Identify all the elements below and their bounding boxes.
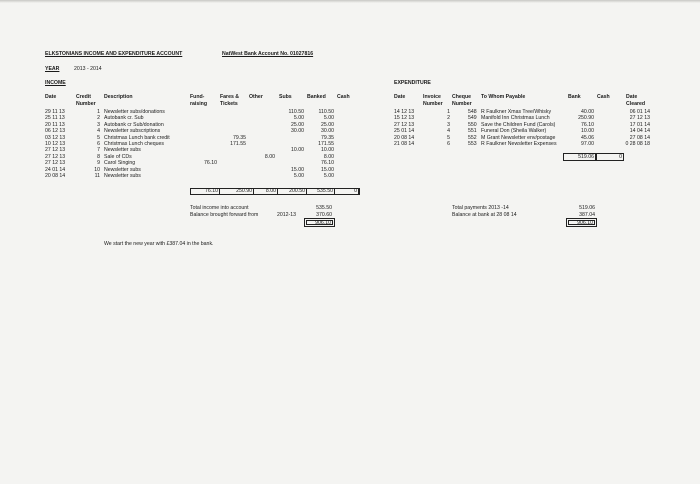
income-date: 06 12 13 (45, 128, 66, 135)
income-fundraising: 76.10 (204, 160, 217, 167)
income-banked: 5.00 (323, 115, 334, 122)
income-description: Christmas Lunch cheques (104, 141, 164, 147)
income-banked: 110.50 (318, 109, 334, 115)
income-banked: 30.00 (321, 128, 334, 135)
exp-bank: 40.00 (581, 109, 594, 115)
income-header-fundraising: Fund- raising (190, 94, 208, 107)
income-banked: 25.00 (321, 121, 334, 128)
exp-cheque-number: 549 (468, 115, 477, 122)
exp-date-cleared: 0 28 08 18 (625, 141, 650, 147)
exp-invoice-number: 3 (447, 121, 450, 128)
total-payments-value: 519.06 (579, 205, 595, 211)
income-total-banked: 535.50 (307, 189, 335, 194)
exp-payee: M Grant Newsletter env/postage (481, 134, 556, 141)
exp-date: 20 08 14 (394, 134, 415, 141)
income-fares: 171.55 (230, 141, 246, 147)
exp-date: 15 12 13 (394, 115, 415, 122)
income-total-cash: 0 (335, 189, 359, 194)
exp-date: 21 08 14 (394, 141, 415, 147)
income-credit-number: 1 (97, 109, 100, 115)
income-header-date: Date (45, 94, 57, 100)
expenditure-title: EXPENDITURE (394, 80, 431, 86)
income-header-credit: Credit Number (76, 94, 96, 107)
exp-date: 25 01 14 (394, 128, 415, 135)
balance-brought-value: 370.60 (316, 212, 332, 218)
income-credit-number: 10 (94, 166, 100, 173)
income-credit-number: 5 (97, 134, 100, 141)
income-description: Newsletter subs (104, 147, 141, 154)
income-description: Carol Singing (104, 160, 136, 167)
income-header-description: Description (104, 94, 133, 100)
exp-payee: Manifold Inn Christmas Lunch (481, 115, 550, 122)
exp-invoice-number: 6 (447, 141, 450, 147)
income-totals-row (190, 188, 360, 195)
exp-bank: 97.00 (581, 141, 594, 147)
income-grand-total: 906.10 (306, 220, 333, 225)
income-credit-number: 7 (97, 147, 100, 154)
income-fares: 79.35 (233, 134, 246, 141)
exp-date-cleared: 27 12 13 (629, 115, 650, 122)
exp-date-cleared: 06 01 14 (629, 109, 650, 115)
exp-payee: R Faulkner Newsletter Expenses (481, 141, 557, 147)
income-description: Newsletter subs (104, 173, 141, 179)
exp-cheque-number: 553 (468, 141, 477, 147)
scan-edge (0, 0, 700, 3)
exp-bank: 250.90 (578, 115, 594, 122)
footnote: We start the new year with £387.04 in the bank. (104, 241, 214, 247)
income-description: Autobank cr Sub/donation (104, 121, 164, 128)
income-subs: 25.00 (291, 121, 304, 128)
income-credit-number: 6 (97, 141, 100, 147)
income-banked: 76.10 (321, 160, 334, 167)
income-date: 24 01 14 (45, 166, 66, 173)
exp-cheque-number: 551 (468, 128, 477, 135)
document-title: ELKSTONIANS INCOME AND EXPENDITURE ACCOUNT (45, 51, 183, 57)
exp-header-payee: To Whom Payable (481, 94, 526, 100)
income-description: Newsletter subscriptions (104, 128, 161, 135)
income-date: 29 11 13 (45, 109, 65, 115)
income-credit-number: 11 (94, 173, 100, 179)
income-subs: 30.00 (291, 128, 304, 135)
exp-cheque-number: 552 (468, 134, 477, 141)
income-credit-number: 4 (97, 128, 100, 135)
income-date: 20 08 14 (45, 173, 66, 179)
income-credit-number: 8 (97, 153, 100, 160)
income-banked: 5.00 (323, 173, 334, 179)
income-date: 10 12 13 (45, 141, 66, 147)
year-value: 2013 - 2014 (74, 66, 102, 72)
income-description: Sale of CDs (104, 153, 132, 160)
exp-date-cleared: 14 04 14 (629, 128, 650, 135)
bank-account: NatWest Bank Account No. 01027816 (222, 51, 314, 57)
exp-bank: 45.06 (581, 134, 594, 141)
income-date: 20 11 13 (45, 121, 65, 128)
exp-invoice-number: 1 (447, 109, 450, 115)
exp-bank: 10.00 (581, 128, 594, 135)
income-header-subs: Subs (279, 94, 292, 100)
exp-header-date-cleared: Date Cleared (626, 94, 646, 107)
income-banked: 79.35 (321, 134, 334, 141)
exp-payee: Funeral Don (Sheila Walker) (481, 128, 547, 135)
exp-payee: Save the Children Fund (Carols) (481, 121, 556, 128)
balance-brought-label: Balance brought forward from (190, 212, 259, 218)
income-banked: 15.00 (321, 166, 334, 173)
exp-invoice-number: 5 (447, 134, 450, 141)
income-other: 8.00 (264, 153, 275, 160)
income-credit-number: 9 (97, 160, 100, 167)
income-subs: 5.00 (293, 173, 304, 179)
income-date: 25 11 13 (45, 115, 65, 122)
income-subs: 10.00 (291, 147, 304, 154)
total-income-value: 535.50 (316, 205, 332, 211)
income-header-other: Other (249, 94, 263, 100)
balance-brought-year: 2012-13 (277, 212, 297, 218)
exp-grand-total: 906.10 (568, 220, 595, 225)
exp-cheque-number: 548 (468, 109, 477, 115)
exp-bank: 76.10 (581, 121, 594, 128)
exp-date-cleared: 17 01 14 (629, 121, 650, 128)
income-description: Christmas Lunch bank credit (104, 134, 170, 141)
income-total-fares: 250.90 (220, 189, 254, 194)
exp-header-bank: Bank (568, 94, 581, 100)
total-payments-label: Total payments 2013 -14 (452, 205, 509, 211)
exp-total-cash: 0 (596, 153, 624, 161)
income-header-banked: Banked (307, 94, 326, 100)
income-description: Newsletter subs (104, 166, 141, 173)
balance-at-bank-value: 387.04 (579, 212, 595, 218)
income-total-fund: 76.10 (191, 189, 220, 194)
income-description: Autobank cr. Sub (104, 115, 144, 122)
exp-grand-total-box (566, 218, 597, 227)
income-description: Newsletter subs/donations (104, 109, 165, 115)
exp-header-cheque: Cheque Number (452, 94, 472, 107)
income-subs: 110.50 (288, 109, 304, 115)
income-credit-number: 2 (97, 115, 100, 122)
income-date: 27 12 13 (45, 147, 66, 154)
income-banked: 171.55 (318, 141, 334, 147)
exp-date: 14 12 13 (394, 109, 415, 115)
income-total-other: 8.00 (254, 189, 278, 194)
income-banked: 10.00 (321, 147, 334, 154)
exp-cheque-number: 550 (468, 121, 477, 128)
income-total-subs: 200.50 (278, 189, 307, 194)
exp-header-cash: Cash (597, 94, 610, 100)
income-header-fares: Fares & Tickets (220, 94, 240, 107)
income-date: 27 12 13 (45, 153, 66, 160)
income-subs: 15.00 (291, 166, 304, 173)
exp-invoice-number: 2 (447, 115, 450, 122)
exp-date: 27 12 13 (394, 121, 415, 128)
exp-payee: R Faulkner Xmas Tree/Whisky (481, 109, 552, 115)
income-subs: 5.00 (293, 115, 304, 122)
year-label: YEAR (45, 66, 60, 72)
income-title: INCOME (45, 80, 66, 86)
total-income-label: Total income into account (190, 205, 249, 211)
exp-total-bank: 519.06 (563, 153, 596, 161)
income-banked: 8.00 (323, 153, 334, 160)
exp-date-cleared: 27 08 14 (629, 134, 650, 141)
income-grand-total-box (304, 218, 335, 227)
income-date: 03 12 13 (45, 134, 66, 141)
income-credit-number: 3 (97, 121, 100, 128)
exp-header-date: Date (394, 94, 406, 100)
income-header-cash: Cash (337, 94, 350, 100)
income-date: 27 12 13 (45, 160, 66, 167)
balance-at-bank-label: Balance at bank at 28 08 14 (452, 212, 517, 218)
exp-invoice-number: 4 (447, 128, 450, 135)
exp-header-invoice: Invoice Number (423, 94, 443, 107)
